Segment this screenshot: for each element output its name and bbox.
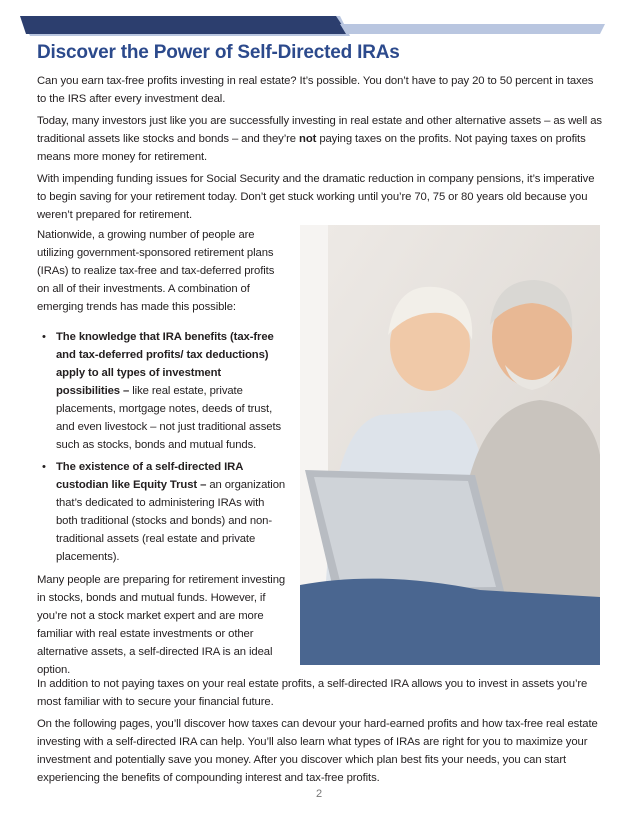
nationwide-paragraph: Nationwide, a growing number of people are utilizing government-sponsored retirement plans (IRAs) to realize tax-free and tax-deferred profits on all of their investments. A combination of emerging trends has made this possible:	[37, 229, 275, 313]
retirement-paragraph: With impending funding issues for Social Security and the dramatic reduction in company pensions, it’s imperative to begin saving for your retirement today. Don’t get stuck working until you’re 70, 75 or 80 years old because you weren’t prepared for retirement.	[37, 173, 595, 221]
stocks-paragraph: Many people are preparing for retirement investing in stocks, bonds and mutual funds. However, if you’re not a stock market expert and are more familiar with real estate investments or other alternative assets, a self-directed IRA is an ideal option.	[37, 574, 286, 676]
intro-paragraph: Can you earn tax-free profits investing in real estate? It’s possible. You don’t have to pay 20 to 50 percent in taxes to the IRS after every investment deal.	[37, 75, 594, 105]
page-number: 2	[315, 788, 323, 800]
list-item: • The knowledge that IRA benefits (tax-free and tax-deferred profits/ tax deductions) apply to all types of investment possibilities – like real estate, private placements, mortgage notes, deeds of trust, and even livestock – not just traditional assets such as stocks, bonds and mutual funds.	[42, 331, 282, 451]
following-pages-paragraph: On the following pages, you’ll discover how taxes can devour your hard-earned profits and how tax-free real estate investing with a self-directed IRA can help. You’ll also learn what types of IRAs are right for you to maximize your investment and potentially save you money. After you discover which plan best fits your needs, you can start experiencing the benefits of compounding interest and tax-free profits.	[37, 718, 598, 784]
list-item: • The existence of a self-directed IRA custodian like Equity Trust – an organization that’s dedicated to administering IRAs with both traditional (stocks and bonds) and non-traditional assets (real estate and private placements).	[42, 461, 286, 563]
taxes-paragraph: In addition to not paying taxes on your real estate profits, a self-directed IRA allows you to invest in assets you’re most familiar with to secure your financial future.	[37, 678, 588, 708]
benefits-list	[37, 328, 287, 566]
investors-paragraph: Today, many investors just like you are successfully investing in real estate and other alternative assets – as well as traditional assets like stocks and bonds – and they’re not paying taxes on the profits. Not paying taxes on profits means more money for retirement.	[37, 115, 602, 163]
couple-with-laptop-photo	[300, 225, 600, 665]
header-banner	[0, 0, 638, 40]
page-title: Discover the Power of Self-Directed IRAs	[37, 42, 400, 63]
